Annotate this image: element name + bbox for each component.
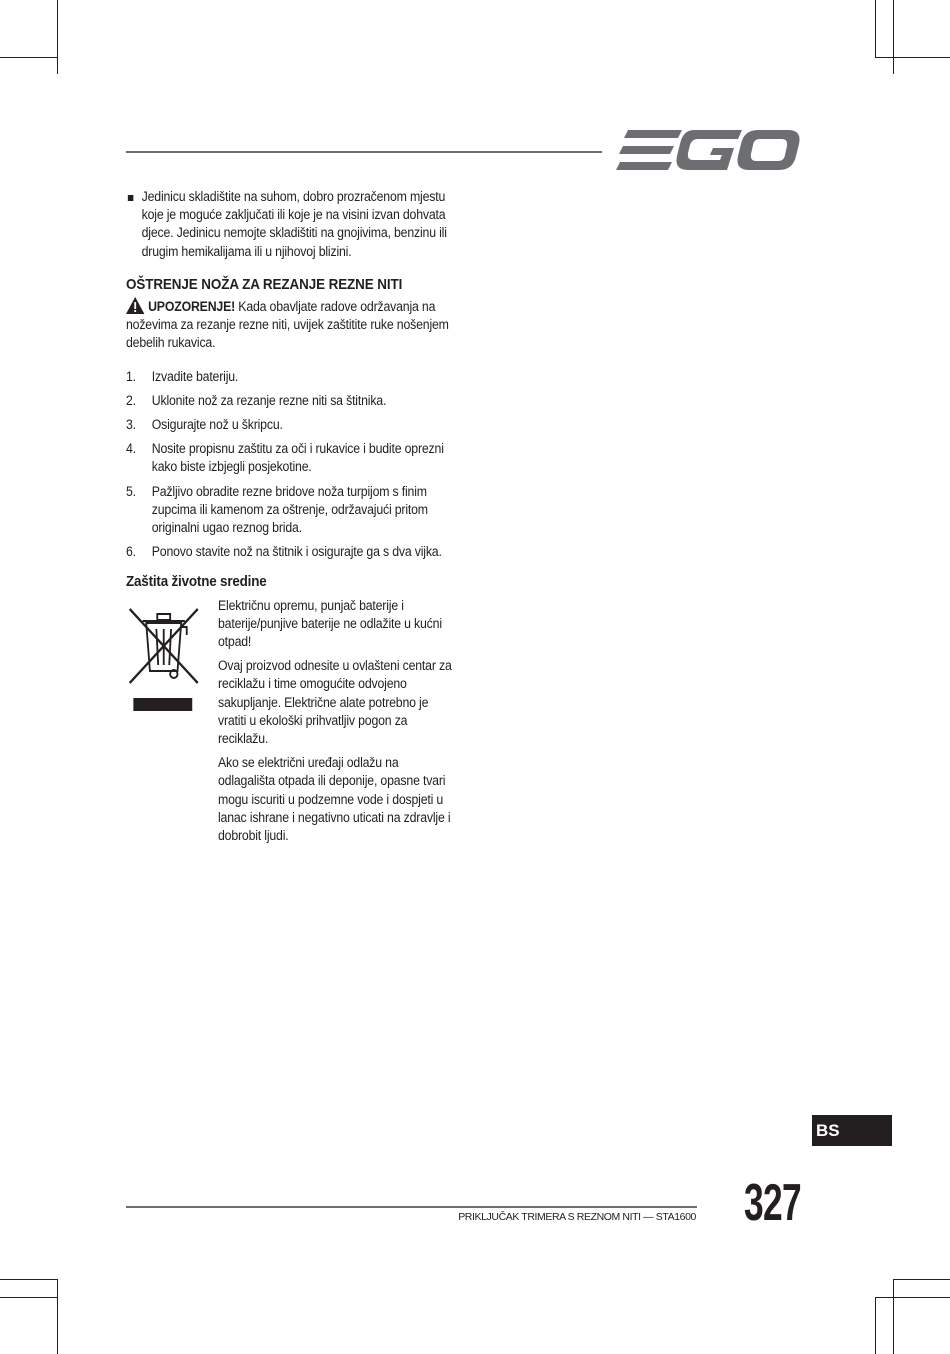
environment-section xyxy=(126,597,457,846)
crop-mark xyxy=(0,1297,57,1298)
list-item xyxy=(126,483,457,538)
environment-paragraph: Električnu opremu, punjač baterije i baterije/punjive baterije ne odlažite u kućni otpad! xyxy=(218,597,442,650)
crop-mark xyxy=(0,57,57,58)
step-number: 4. xyxy=(126,441,136,457)
bullet-square xyxy=(128,195,134,201)
warning-triangle-icon xyxy=(126,297,144,314)
crop-mark xyxy=(893,1279,950,1280)
language-tab: BS xyxy=(812,1115,892,1146)
step-number: 5. xyxy=(126,483,136,499)
step-number: 2. xyxy=(126,392,136,408)
step-text: Ponovo stavite nož na štitnik i osigurajte ga s dva vijka. xyxy=(151,544,442,560)
crop-mark xyxy=(893,1279,894,1354)
crop-mark xyxy=(875,57,950,58)
warning-text: Kada obavljate radove održavanja na noževima za rezanje rezne niti, uvijek zaštitite ruke nošenjem debelih rukavica. xyxy=(126,299,449,351)
step-text: Uklonite nož za rezanje rezne niti sa štitnika. xyxy=(151,392,387,408)
step-number: 3. xyxy=(126,417,136,433)
environment-heading: Zaštita životne sredine xyxy=(126,574,267,591)
environment-text xyxy=(218,597,457,846)
storage-bullet-text: Jedinicu skladištite na suhom, dobro prozračenom mjestu koje je moguće zaključati ili koje je na visini izvan dohvata djece. Jedinicu nemojte skladištiti na gnojivima, benzinu ili drugim hemikalijama ili u njihovoj blizini. xyxy=(141,189,447,259)
crop-mark xyxy=(875,0,876,57)
list-item xyxy=(126,416,457,434)
step-number: 1. xyxy=(126,368,136,384)
page-number: 327 xyxy=(744,1174,801,1232)
step-text: Osigurajte nož u škripcu. xyxy=(151,417,283,433)
step-text: Izvadite bateriju. xyxy=(151,368,239,384)
crop-mark xyxy=(57,0,58,74)
crop-mark xyxy=(875,1297,950,1298)
crop-mark xyxy=(0,1279,57,1280)
footer-rule xyxy=(126,1206,697,1208)
list-item xyxy=(126,543,457,561)
footer-title: PRIKLJUČAK TRIMERA S REZNOM NITI — STA1600 xyxy=(458,1211,696,1223)
step-text: Pažljivo obradite rezne bridove noža turpijom s finim zupcima ili kamenom za oštrenje, održavajući pritom originalni ugao reznog brida. xyxy=(151,483,428,536)
ego-logo xyxy=(616,128,800,172)
crop-mark xyxy=(875,1297,876,1354)
header-rule xyxy=(126,151,602,153)
step-number: 6. xyxy=(126,544,136,560)
environment-paragraph: Ovaj proizvod odnesite u ovlašteni centar za reciklažu i time omogućite odvojeno sakupljanje. Električne alate potrebno je vratiti u ekološki prihvatljiv pogon za reciklažu. xyxy=(218,658,452,747)
storage-bullet xyxy=(126,188,457,261)
list-item xyxy=(126,392,457,410)
crossed-out-wheelie-bin-icon xyxy=(126,601,201,711)
crop-mark xyxy=(57,1279,58,1354)
crop-mark xyxy=(893,0,894,74)
warning-paragraph xyxy=(126,297,457,353)
step-text: Nosite propisnu zaštitu za oči i rukavice i budite oprezni kako biste izbjegli posjekotine. xyxy=(151,441,444,475)
sharpening-steps xyxy=(126,368,457,562)
list-item xyxy=(126,440,457,476)
list-item xyxy=(126,368,457,386)
warning-label: UPOZORENJE! xyxy=(148,299,236,315)
sharpening-heading: OŠTRENJE NOŽA ZA REZANJE REZNE NITI xyxy=(126,276,403,293)
main-content xyxy=(126,188,457,851)
environment-paragraph: Ako se električni uređaji odlažu na odlagališta otpada ili deponije, opasne tvari mogu iscuriti u podzemne vode i dospjeti u lanac ishrane i negativno uticati na zdravlje i dobrobit ljudi. xyxy=(218,755,451,844)
